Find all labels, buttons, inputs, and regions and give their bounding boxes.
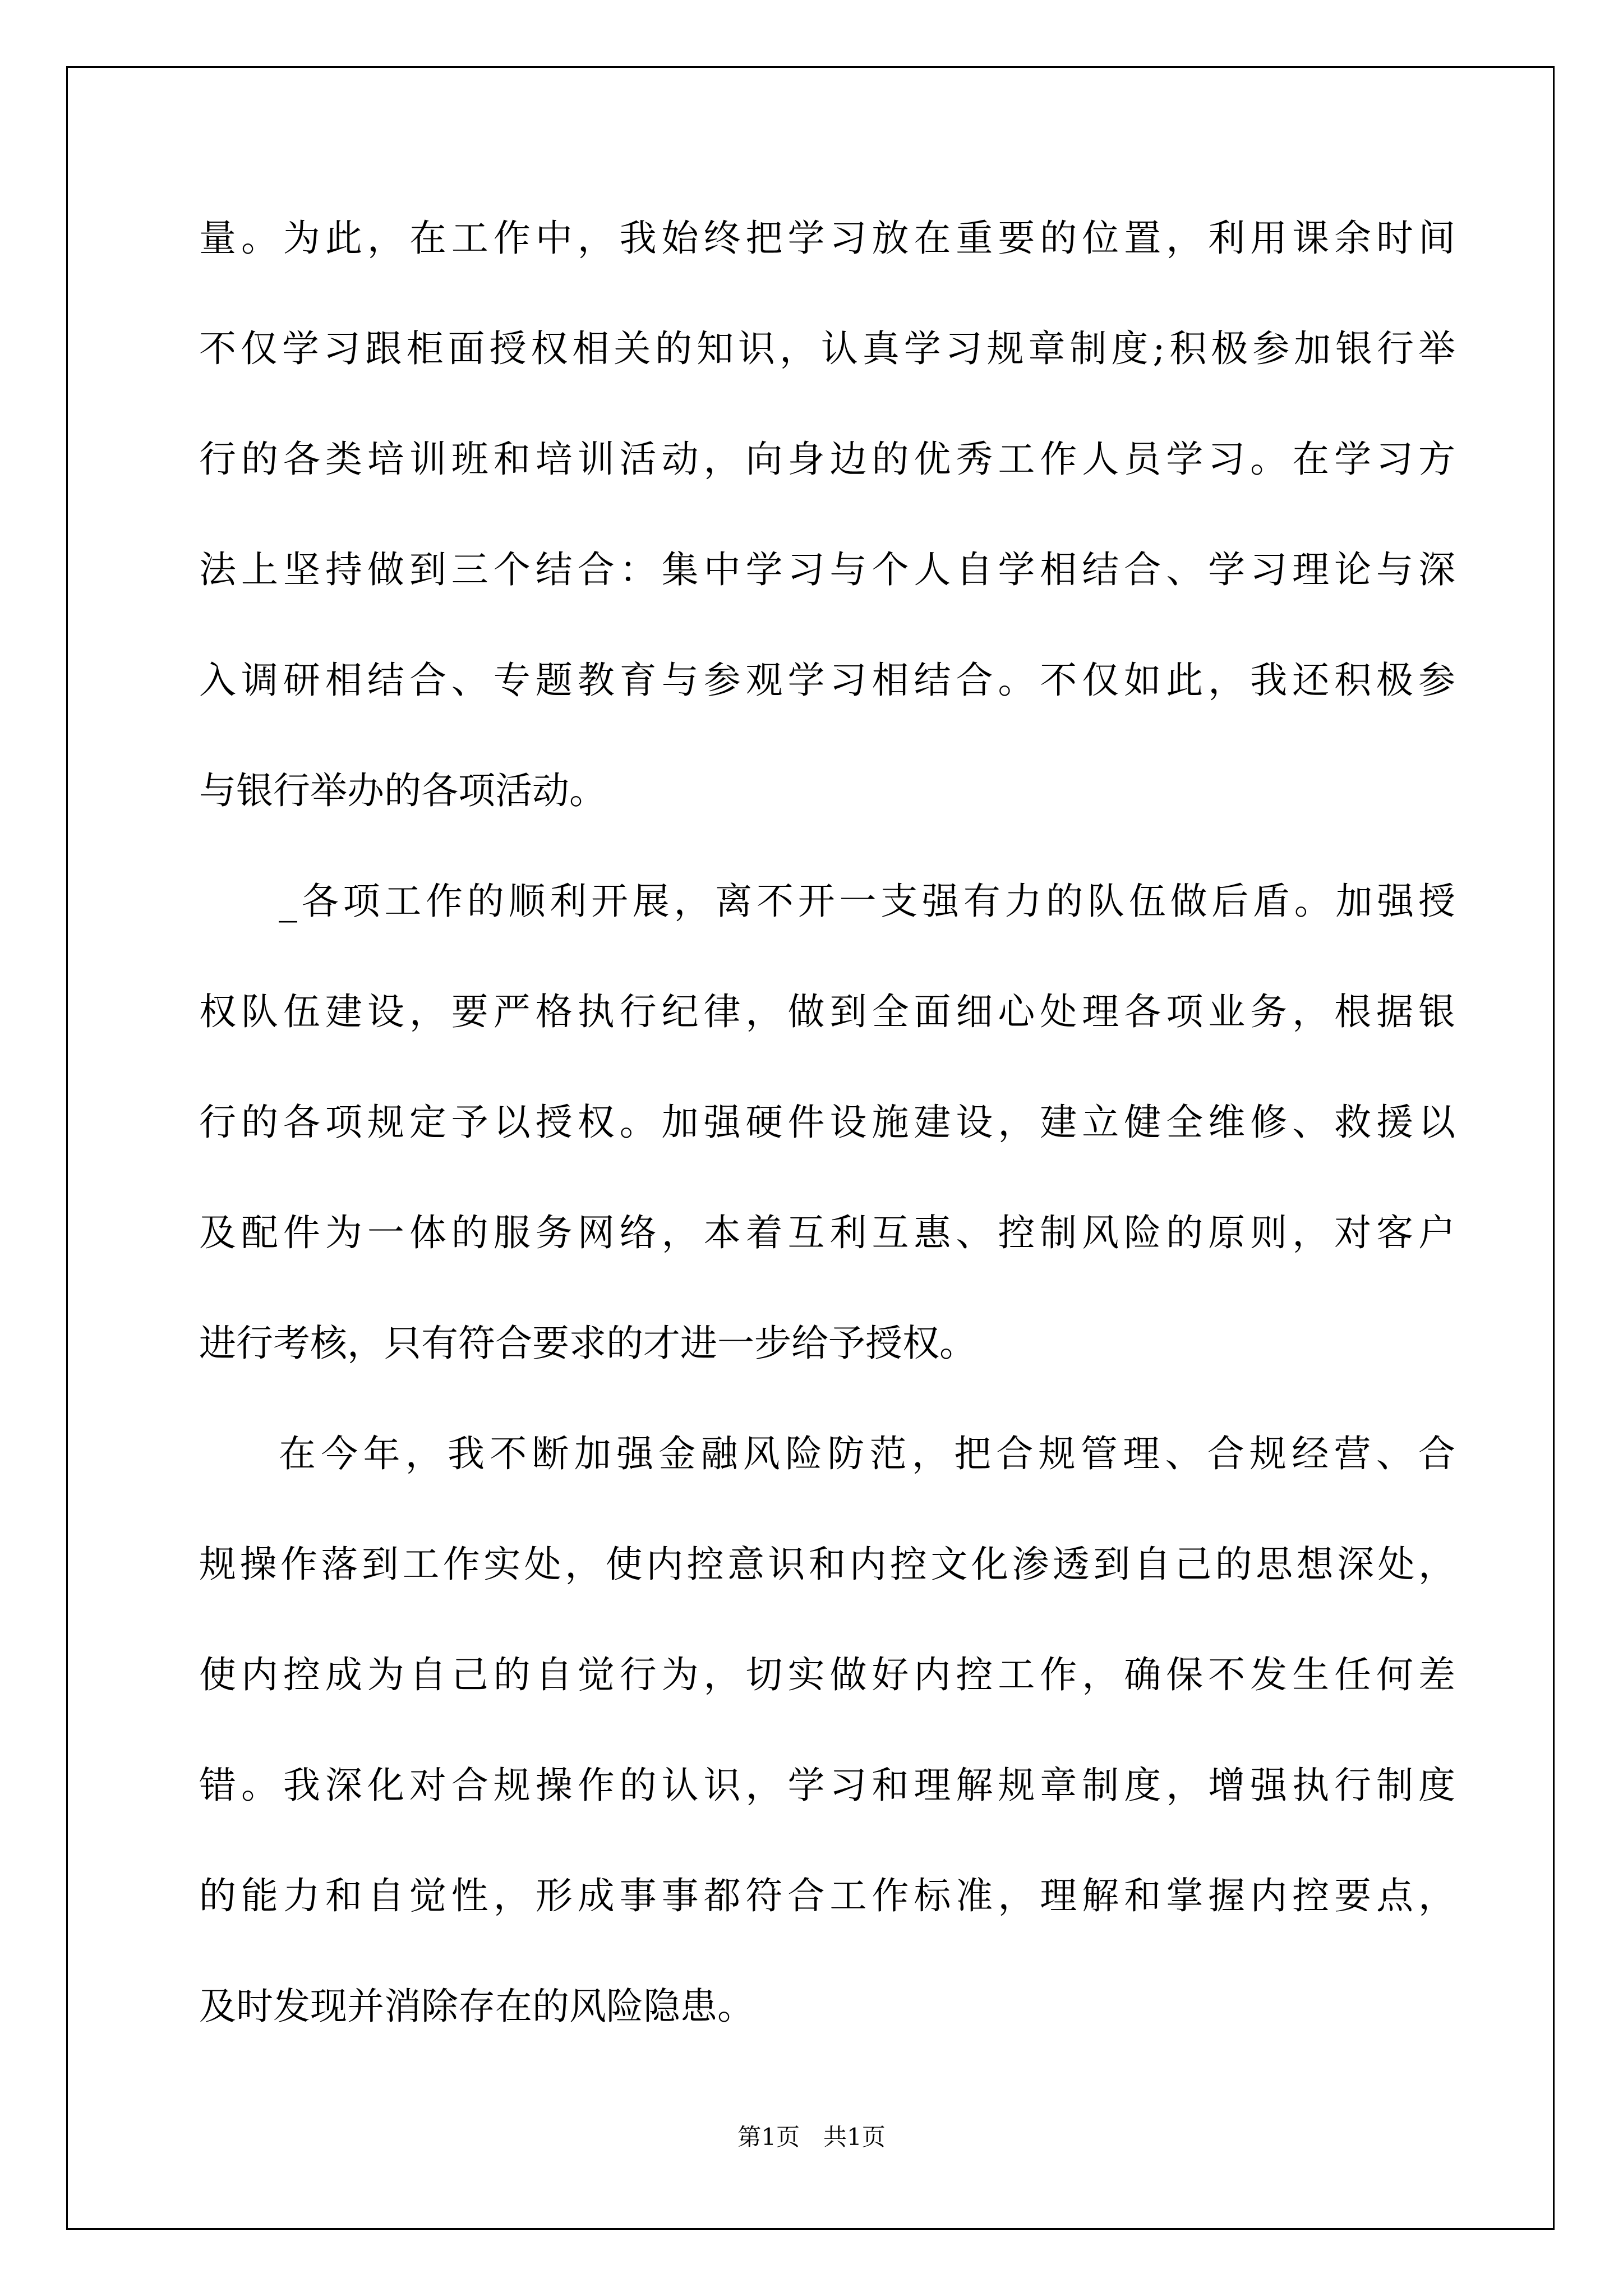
paragraph-2-line-3: 行的各项规定予以授权。加强硬件设施建设，建立健全维修、救援以 [199, 1101, 1455, 1144]
page-total: 共1页 [823, 2123, 886, 2151]
paragraph-3-line-3: 使内控成为自己的自觉行为，切实做好内控工作，确保不发生任何差 [199, 1653, 1455, 1696]
paragraph-2-line-1: _各项工作的顺利开展，离不开一支强有力的队伍做后盾。加强授 [279, 880, 1455, 923]
paragraph-1-line-1: 量。为此，在工作中，我始终把学习放在重要的位置，利用课余时间 [199, 217, 1455, 260]
paragraph-1-line-6: 与银行举办的各项活动。 [199, 769, 606, 812]
paragraph-3-line-5: 的能力和自觉性，形成事事都符合工作标准，理解和掌握内控要点， [199, 1874, 1455, 1917]
paragraph-1-line-5: 入调研相结合、专题教育与参观学习相结合。不仅如此，我还积极参 [199, 659, 1455, 702]
paragraph-3-line-2: 规操作落到工作实处，使内控意识和内控文化渗透到自己的思想深处， [199, 1543, 1455, 1586]
paragraph-3-line-4: 错。我深化对合规操作的认识，学习和理解规章制度，增强执行制度 [199, 1764, 1455, 1807]
paragraph-3-line-1: 在今年，我不断加强金融风险防范，把合规管理、合规经营、合 [279, 1432, 1455, 1475]
paragraph-2-line-2: 权队伍建设，要严格执行纪律，做到全面细心处理各项业务，根据银 [199, 990, 1455, 1033]
paragraph-3-line-6: 及时发现并消除存在的风险隐患。 [199, 1985, 754, 2028]
paragraph-2-line-5: 进行考核，只有符合要求的才进一步给予授权。 [199, 1322, 976, 1365]
paragraph-1-line-4: 法上坚持做到三个结合：集中学习与个人自学相结合、学习理论与深 [199, 548, 1455, 591]
paragraph-2-line-4: 及配件为一体的服务网络，本着互利互惠、控制风险的原则，对客户 [199, 1211, 1455, 1254]
paragraph-1-line-3: 行的各类培训班和培训活动，向身边的优秀工作人员学习。在学习方 [199, 438, 1455, 481]
page-footer [0, 2120, 1623, 2154]
page-number: 第1页 [737, 2123, 800, 2151]
paragraph-1-line-2: 不仅学习跟柜面授权相关的知识，认真学习规章制度;积极参加银行举 [199, 327, 1455, 370]
